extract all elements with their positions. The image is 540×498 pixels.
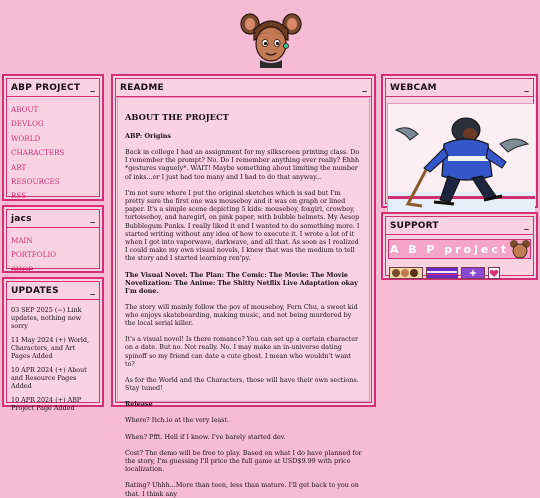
hockey-player-illustration-icon (388, 104, 535, 218)
webcam-image (387, 103, 532, 217)
readme-panel (111, 74, 376, 498)
nav-link-about[interactable]: ABOUT (11, 105, 39, 114)
readme-heading: ABOUT THE PROJECT (125, 112, 229, 122)
panel-header (7, 79, 99, 97)
minimize-button[interactable]: _ (90, 82, 95, 93)
panel-title: ABP PROJECT (11, 82, 81, 93)
panel-title: README (120, 82, 164, 93)
minimize-button[interactable]: _ (362, 82, 367, 93)
minimize-button[interactable]: _ (90, 285, 95, 296)
readme-paragraph: Where? Itch.io at the very least. (125, 416, 230, 425)
panel-title: jacs (11, 213, 32, 224)
readme-paragraph: It's a visual novel! Is there romance? You can set up a certain character on a date. But no. Not really. No. I may make an in-universe dating spinoff so my friend can date a cute ghost. I mean who wouldn't want to? (125, 335, 359, 368)
jacs-panel (2, 205, 104, 273)
support-panel (381, 212, 538, 280)
minimize-button[interactable]: _ (524, 82, 529, 93)
readme-paragraph: I'm not sure where I put the original sketches which is sad but I'm pretty sure the first one was mouseboy and it was on graph or lined paper. It's a simple scene depicting 5 kids: mouseboy, foxgirl, crowboy, tortoiseboy, and haregirl, on pink paper, with bubble helmets. My Aesop Bubblegum Punks. I really liked it and I wanted to do something more. I started writing without any idea of how to execute it. I wrote a lot of it when I got into vaporwave, darkwave, and all that. As soon as I realized I could make my own visual novels, I knew that was the medium to tell the story and I started learning ren'py. (125, 188, 360, 263)
readme-content[interactable] (117, 97, 370, 498)
heart-icon (489, 268, 499, 278)
panel-title: SUPPORT (390, 220, 439, 231)
jacs-nav (4, 228, 102, 283)
nav-link-shop[interactable]: SHOP (11, 264, 33, 274)
nav-link-world[interactable]: WORLD (11, 133, 41, 143)
panel-header (116, 79, 371, 97)
mouse-avatar-icon (240, 6, 302, 68)
origins-title: ABP: Origins (125, 132, 172, 140)
readme-paragraph: The story will mainly follow the pov of mouseboy, Fern Chu, a sweet kid who enjoys skateboarding, making music, and not being murdered by the local serial killer. (125, 302, 358, 328)
support-badge-violet-icon[interactable] (461, 267, 485, 279)
nav-link-characters[interactable]: CHARACTERS (11, 148, 65, 158)
readme-paragraph: As for the World and the Characters, those will have their own sections. Stay tuned! (125, 376, 359, 393)
mice-faces-icon (390, 268, 422, 278)
avatar (240, 6, 302, 68)
panel-title: WEBCAM (390, 82, 437, 93)
panel-header (7, 282, 99, 300)
support-badge-purple-icon[interactable] (426, 267, 458, 279)
readme-bold-line: The Visual Novel: The Plan: The Comic: The Movie: The Movie Novelization: The Anime: The Shitty Netflix Live Adaptation okay I'm done. (125, 270, 358, 295)
support-badges (389, 267, 530, 279)
abp-project-panel (2, 74, 104, 201)
stripes-icon (427, 268, 457, 278)
sparkle-icon (462, 268, 484, 278)
update-item: 11 May 2024 (+) World, Characters, and Art Pages Added (11, 336, 90, 360)
panel-header (386, 79, 533, 97)
nav-link-devlog[interactable]: DEVLOG (11, 119, 44, 129)
abp-project-banner[interactable] (388, 239, 531, 259)
webcam-panel (381, 74, 538, 208)
updates-list (4, 300, 102, 424)
banner-text: A B P project (389, 242, 510, 256)
nav-link-portfolio[interactable]: PORTFOLIO (11, 250, 57, 260)
readme-paragraph: Rating? Uhhh...More than teen, less than mature. I'll get back to you on that. I think any (125, 481, 359, 498)
panel-header (7, 210, 99, 228)
readme-paragraph: Back in college I had an assignment for my silkscreen printing class. Do I remember the prompt? No. Do I remember anything ever really? Ehhh *gestures vaguely*. WAIT! Maybe something about limiting the number of inks...or I just had too many and I had to do that anyway... (125, 148, 360, 181)
panel-title: UPDATES (11, 285, 59, 296)
nav-link-rss[interactable]: RSS (11, 191, 27, 201)
nav-link-resources[interactable]: RESOURCES (11, 177, 60, 187)
panel-header (386, 217, 533, 235)
readme-paragraph: Cost? The demo will be free to play. Based on what I do have planned for the story, I'm guessing I'll price the full game at USD$9.99 with price localization. (125, 448, 362, 474)
minimize-button[interactable]: _ (90, 213, 95, 224)
updates-panel (2, 277, 104, 412)
support-badge-heart-icon[interactable] (488, 267, 500, 279)
release-title: Release (125, 400, 153, 409)
minimize-button[interactable]: _ (524, 220, 529, 231)
update-item: 10 APR 2024 (+) ABP Project Page Added (11, 396, 82, 412)
nav-link-main[interactable]: MAIN (11, 236, 33, 245)
readme-paragraph: When? Pfft. Hell if I know. I've barely started dev. (125, 432, 286, 441)
mouse-face-icon (510, 239, 530, 259)
abp-nav (4, 97, 102, 210)
nav-link-art[interactable]: ART (11, 162, 27, 172)
support-badge-mice-icon[interactable] (389, 267, 423, 279)
update-item: 03 SEP 2025 (~) Link updates, nothing new sorry (11, 306, 82, 330)
update-item: 10 APR 2024 (+) About and Resource Pages Added (11, 366, 87, 390)
